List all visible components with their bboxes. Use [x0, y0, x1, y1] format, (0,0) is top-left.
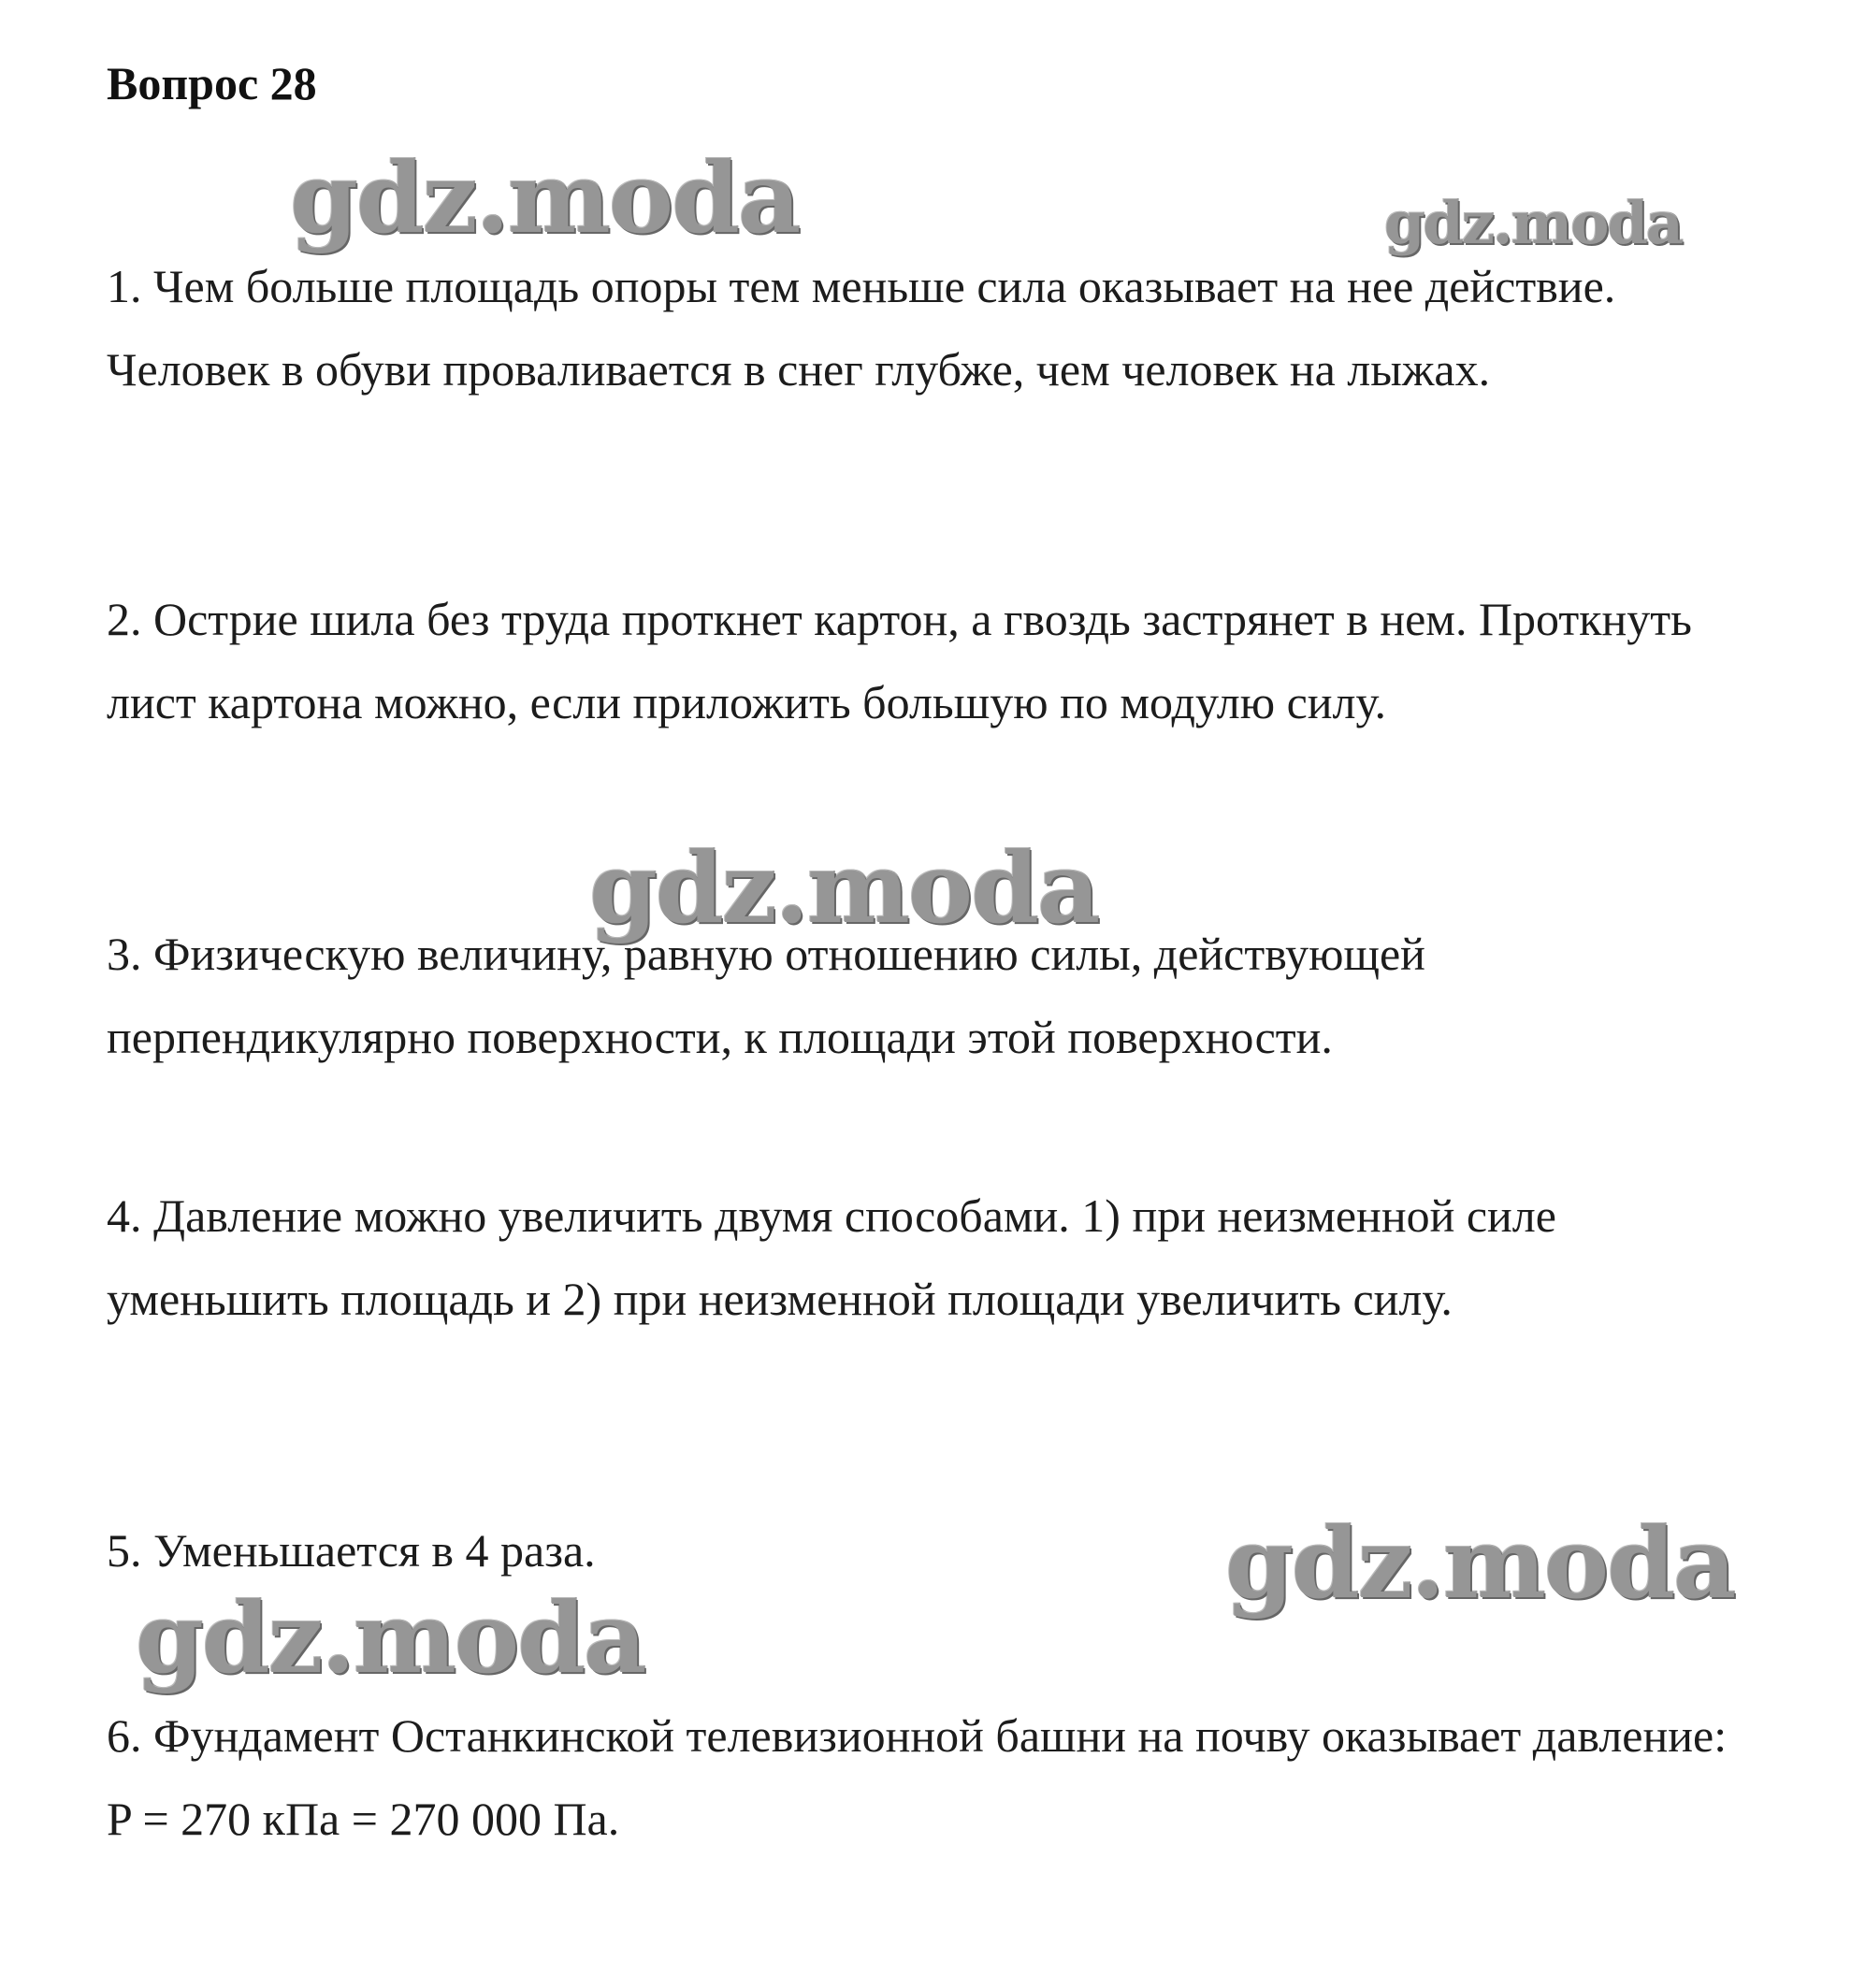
answer-5: 5. Уменьшается в 4 раза. [107, 1524, 596, 1577]
watermark-logo: gdz.moda [589, 830, 1099, 945]
answer-6: 6. Фундамент Останкинской телевизионной башни на почву оказывает давление: P = 270 кПа = 270 000 Па. [107, 1709, 1728, 1845]
answer-1: 1. Чем больше площадь опоры тем меньше сила оказывает на нее действие. Человек в обуви проваливается в снег глубже, чем человек на лыжах. [107, 260, 1616, 396]
watermark-logo: gdz.moda [136, 1580, 645, 1695]
watermark-logo: gdz.moda [1225, 1505, 1735, 1621]
question-title: Вопрос 28 [107, 57, 317, 109]
watermark-logo: gdz.moda [1384, 189, 1682, 257]
answer-4: 4. Давление можно увеличить двумя способами. 1) при неизменной силе уменьшить площадь и 2) при неизменной площади увеличить силу. [107, 1189, 1556, 1325]
watermark-logo: gdz.moda [290, 140, 800, 255]
answer-3: 3. Физическую величину, равную отношению силы, действующей перпендикулярно поверхности, к площади этой поверхности. [107, 928, 1425, 1063]
answer-2: 2. Острие шила без труда проткнет картон, а гвоздь застрянет в нем. Проткнуть лист картона можно, если приложить большую по модулю силу. [107, 593, 1692, 728]
